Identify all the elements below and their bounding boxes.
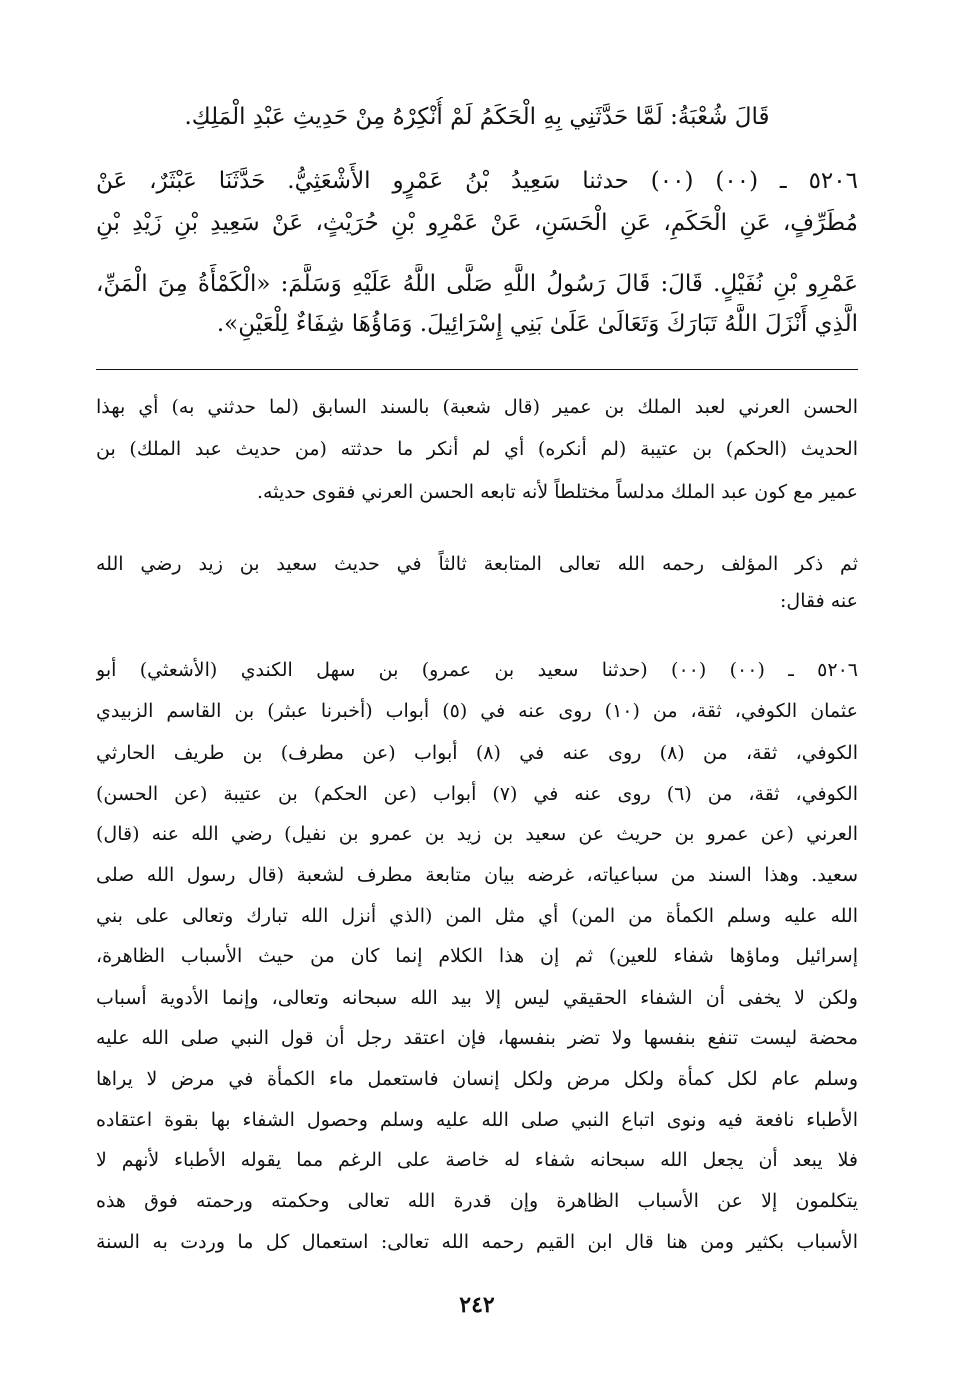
- text-line: قَالَ شُعْبَةُ: لَمَّا حَدَّثَنِي بِهِ الْحَكَمُ لَمْ أُنْكِرْهُ مِنْ حَدِيثِ عَبْدِ الْمَلِكِ.: [184, 104, 770, 130]
- text-line: الكوفي، ثقة، من (٦) روى عنه في (٧) أبواب (عن الحكم) بن عتيبة (عن الحسن): [96, 783, 858, 805]
- text-line: عمير مع كون عبد الملك مدلساً مختلطاً لأنه تابعه الحسن العرني فقوى حديثه.: [257, 481, 858, 503]
- text-line: الله عليه وسلم الكمأة من المن) أي مثل المن (الذي أنزل الله تبارك وتعالى على بني: [96, 905, 858, 927]
- text-line: الكوفي، ثقة، من (٨) روى عنه في (٨) أبواب (عن مطرف) بن طريف الحارثي: [96, 742, 858, 764]
- text-line: العرني (عن عمرو بن حريث عن سعيد بن زيد بن عمرو بن نفيل) رضي الله عنه (قال): [96, 823, 858, 845]
- text-line: الحسن العرني لعبد الملك بن عمير (قال شعبة) بالسند السابق (لما حدثني به) أي بهذا: [96, 396, 858, 418]
- text-line: ٥٢٠٦ ـ (٠٠) (٠٠) (حدثنا سعيد بن عمرو) بن سهل الكندي (الأشعثي) أبو: [96, 659, 858, 681]
- text-line: عنه فقال:: [780, 590, 858, 612]
- text-line: الحديث (الحكم) بن عتيبة (لم أنكره) أي لم أنكر ما حدثته (من حديث عبد الملك) بن: [96, 438, 858, 460]
- page-number: ٢٤٢: [459, 1292, 495, 1318]
- text-line: إسرائيل وماؤها شفاء للعين) ثم إن هذا الكلام إنما كان من حيث الأسباب الظاهرة،: [96, 945, 858, 967]
- text-line: الأطباء نافعة فيه ونوى اتباع النبي صلى الله عليه وسلم وحصول الشفاء بها بقوة اعتقاده: [96, 1109, 858, 1131]
- text-line: يتكلمون إلا عن الأسباب الظاهرة وإن قدرة الله تعالى وحكمته ورحمته فوق هذه: [96, 1190, 858, 1212]
- text-line: عثمان الكوفي، ثقة، من (١٠) روى عنه في (٥) أبواب (أخبرنا عبثر) بن القاسم الزبيدي: [96, 700, 858, 722]
- footnote-divider: [96, 369, 858, 370]
- text-line: الَّذِي أَنْزَلَ اللَّهُ تَبَارَكَ وَتَعَالَىٰ عَلَىٰ بَنِي إِسْرَائِيلَ. وَمَاؤُهَا شِفَاءٌ لِلْعَيْنِ».: [216, 311, 858, 337]
- text-line: عَمْرِو بْنِ نُفَيْلٍ. قَالَ: قَالَ رَسُولُ اللَّهِ صَلَّى اللَّهُ عَلَيْهِ وَسَلَّمَ: «الْكَمْأَةُ مِنَ الْمَنِّ،: [96, 271, 858, 297]
- text-line: الأسباب بكثير ومن هنا قال ابن القيم رحمه الله تعالى: استعمال كل ما وردت به السنة: [96, 1231, 858, 1253]
- text-line: محضة ليست تنفع بنفسها ولا تضر بنفسها، فإن اعتقد رجل أن قول النبي صلى الله عليه: [96, 1027, 858, 1049]
- text-line: ٥٢٠٦ ـ (٠٠) (٠٠) حدثنا سَعِيدُ بْنُ عَمْرٍو الأَشْعَثِيُّ. حَدَّثَنَا عَبْثَرٌ، عَنْ: [96, 168, 858, 194]
- text-line: فلا يبعد أن يجعل الله سبحانه شفاء له خاصة على الرغم مما يقوله الأطباء لأنهم لا: [96, 1149, 858, 1171]
- text-line: ثم ذكر المؤلف رحمه الله تعالى المتابعة ثالثاً في حديث سعيد بن زيد رضي الله: [96, 553, 858, 575]
- text-line: سعيد. وهذا السند من سباعياته، غرضه بيان متابعة مطرف لشعبة (قال رسول الله صلى: [96, 864, 858, 886]
- text-line: ولكن لا يخفى أن الشفاء الحقيقي ليس إلا بيد الله سبحانه وتعالى، وإنما الأدوية أسباب: [96, 987, 858, 1009]
- text-line: مُطَرِّفٍ، عَنِ الْحَكَمِ، عَنِ الْحَسَنِ، عَنْ عَمْرِو بْنِ حُرَيْثٍ، عَنْ سَعِيدِ بْنِ زَيْدِ بْنِ: [96, 210, 858, 236]
- text-line: وسلم عام لكل كمأة ولكل مرض ولكل إنسان فاستعمل ماء الكمأة في مرض لا يراها: [96, 1068, 858, 1090]
